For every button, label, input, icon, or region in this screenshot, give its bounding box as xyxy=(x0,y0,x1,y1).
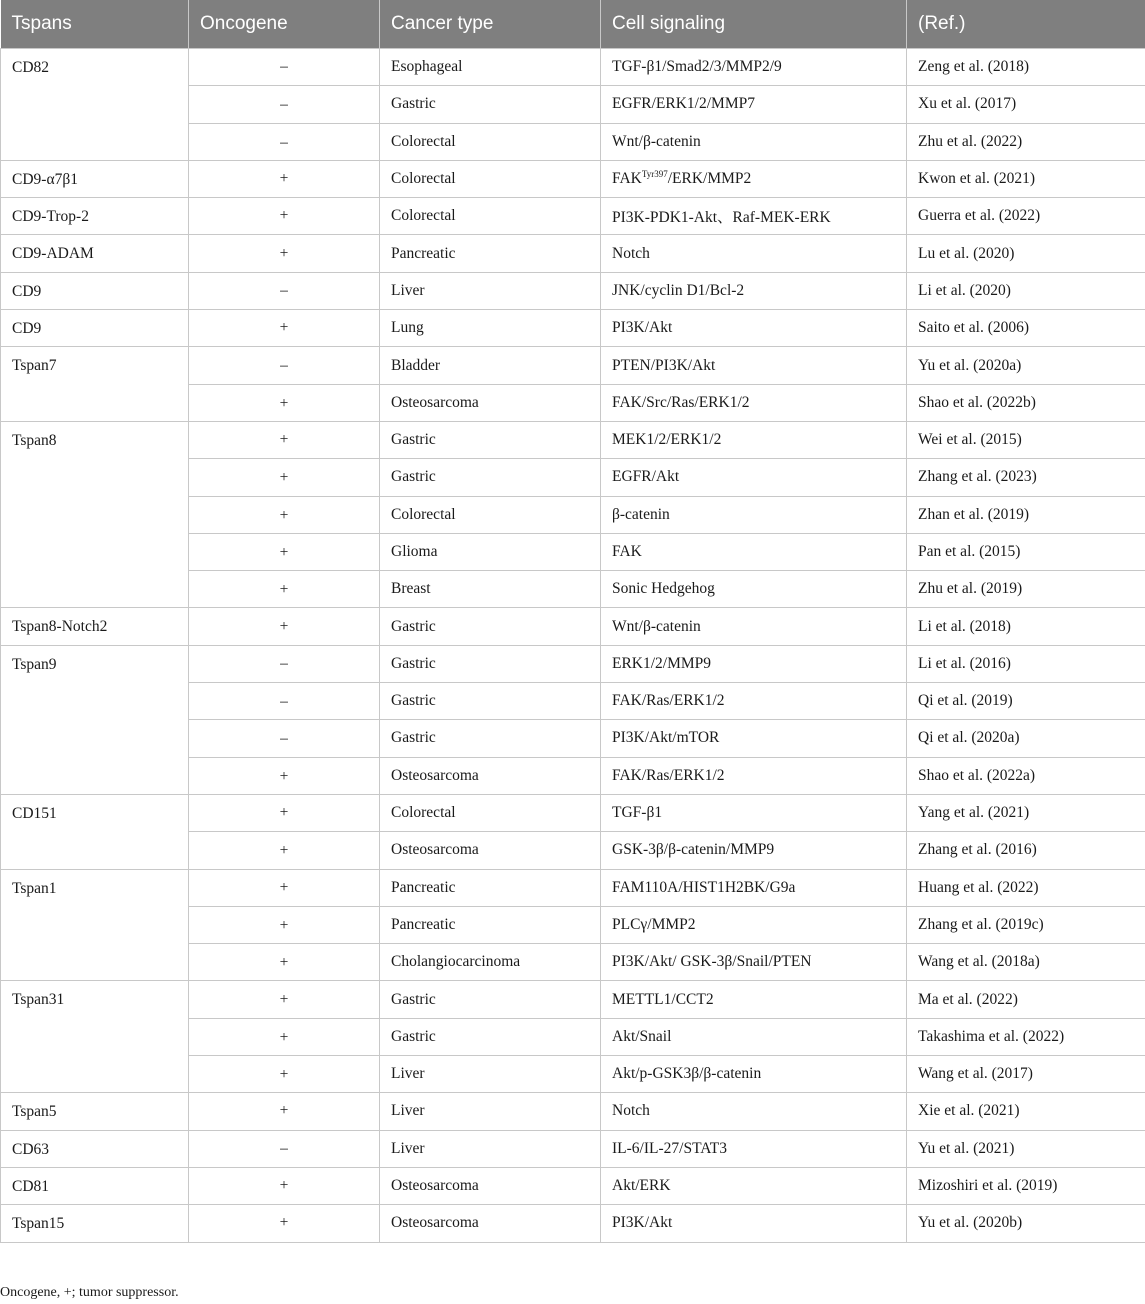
cell-oncogene: + xyxy=(189,384,380,421)
table-row xyxy=(1,1093,1145,1130)
header-cancer-type: Cancer type xyxy=(380,0,601,49)
cell-oncogene: + xyxy=(189,1167,380,1204)
cell-cancer-type: Gastric xyxy=(380,608,601,645)
cell-signaling: FAK xyxy=(601,533,907,570)
cell-tspan: CD151 xyxy=(1,794,189,869)
cell-oncogene: + xyxy=(189,906,380,943)
cell-oncogene: – xyxy=(189,123,380,160)
cell-signaling: Akt/ERK xyxy=(601,1167,907,1204)
cell-ref: Shao et al. (2022b) xyxy=(907,384,1145,421)
cell-tspan: Tspan15 xyxy=(1,1205,189,1242)
signaling-text-tail: /ERK/MMP2 xyxy=(667,170,752,188)
signaling-superscript: Tyr397 xyxy=(641,168,668,179)
cell-oncogene: + xyxy=(189,608,380,645)
cell-oncogene: – xyxy=(189,347,380,384)
cell-cancer-type: Gastric xyxy=(380,720,601,757)
cell-cancer-type: Pancreatic xyxy=(380,906,601,943)
cell-signaling: PI3K/Akt xyxy=(601,310,907,347)
cell-ref: Shao et al. (2022a) xyxy=(907,757,1145,794)
table-row xyxy=(1,421,1145,458)
cell-ref: Yang et al. (2021) xyxy=(907,794,1145,831)
cell-ref: Yu et al. (2021) xyxy=(907,1130,1145,1167)
table-row xyxy=(1,1205,1145,1242)
cell-cancer-type: Osteosarcoma xyxy=(380,757,601,794)
cell-signaling: Notch xyxy=(601,1093,907,1130)
table-row xyxy=(1,160,1145,197)
cell-oncogene: + xyxy=(189,869,380,906)
cell-ref: Li et al. (2016) xyxy=(907,645,1145,682)
cell-signaling: IL-6/IL-27/STAT3 xyxy=(601,1130,907,1167)
cell-signaling: PI3K/Akt/mTOR xyxy=(601,720,907,757)
cell-ref: Xu et al. (2017) xyxy=(907,86,1145,123)
cell-ref: Zhu et al. (2022) xyxy=(907,123,1145,160)
cell-ref: Takashima et al. (2022) xyxy=(907,1018,1145,1055)
cell-ref: Lu et al. (2020) xyxy=(907,235,1145,272)
cell-ref: Zhang et al. (2023) xyxy=(907,459,1145,496)
cell-cancer-type: Gastric xyxy=(380,683,601,720)
cell-signaling: Wnt/β-catenin xyxy=(601,608,907,645)
cell-oncogene: + xyxy=(189,1018,380,1055)
cell-tspan: CD81 xyxy=(1,1167,189,1204)
cell-oncogene: + xyxy=(189,310,380,347)
cell-signaling: PI3K/Akt xyxy=(601,1205,907,1242)
header-cell-signaling: Cell signaling xyxy=(601,0,907,49)
cell-ref: Xie et al. (2021) xyxy=(907,1093,1145,1130)
cell-ref: Li et al. (2020) xyxy=(907,272,1145,309)
cell-oncogene: + xyxy=(189,1093,380,1130)
cell-signaling: EGFR/ERK1/2/MMP7 xyxy=(601,86,907,123)
cell-tspan: Tspan8-Notch2 xyxy=(1,608,189,645)
cell-ref: Guerra et al. (2022) xyxy=(907,198,1145,235)
cell-oncogene: – xyxy=(189,1130,380,1167)
table-row xyxy=(1,347,1145,384)
cell-oncogene: – xyxy=(189,49,380,86)
cell-cancer-type: Gastric xyxy=(380,645,601,682)
cell-cancer-type: Colorectal xyxy=(380,794,601,831)
cell-ref: Yu et al. (2020b) xyxy=(907,1205,1145,1242)
cell-signaling: PLCγ/MMP2 xyxy=(601,906,907,943)
cell-ref: Kwon et al. (2021) xyxy=(907,160,1145,197)
cell-ref: Wang et al. (2017) xyxy=(907,1056,1145,1093)
table-header xyxy=(1,0,1145,49)
cell-signaling: JNK/cyclin D1/Bcl-2 xyxy=(601,272,907,309)
cell-cancer-type: Colorectal xyxy=(380,160,601,197)
cell-signaling: METTL1/CCT2 xyxy=(601,981,907,1018)
table-row xyxy=(1,272,1145,309)
cell-oncogene: – xyxy=(189,683,380,720)
cell-cancer-type: Glioma xyxy=(380,533,601,570)
cell-cancer-type: Osteosarcoma xyxy=(380,832,601,869)
cell-cancer-type: Osteosarcoma xyxy=(380,384,601,421)
cell-oncogene: – xyxy=(189,720,380,757)
header-tspans: Tspans xyxy=(1,0,189,49)
cell-ref: Ma et al. (2022) xyxy=(907,981,1145,1018)
cell-oncogene: – xyxy=(189,645,380,682)
cell-oncogene: + xyxy=(189,1056,380,1093)
cell-signaling: Akt/Snail xyxy=(601,1018,907,1055)
table-row xyxy=(1,235,1145,272)
cell-signaling: β-catenin xyxy=(601,496,907,533)
cell-signaling: FAM110A/HIST1H2BK/G9a xyxy=(601,869,907,906)
cell-ref: Saito et al. (2006) xyxy=(907,310,1145,347)
cell-signaling: Akt/p-GSK3β/β-catenin xyxy=(601,1056,907,1093)
cell-ref: Wang et al. (2018a) xyxy=(907,944,1145,981)
cell-signaling: FAK/Src/Ras/ERK1/2 xyxy=(601,384,907,421)
cell-tspan: Tspan9 xyxy=(1,645,189,794)
cell-tspan: Tspan31 xyxy=(1,981,189,1093)
cell-cancer-type: Liver xyxy=(380,1130,601,1167)
cell-signaling: FAK/Ras/ERK1/2 xyxy=(601,757,907,794)
cell-oncogene: + xyxy=(189,533,380,570)
table-body xyxy=(1,49,1145,1243)
cell-cancer-type: Gastric xyxy=(380,1018,601,1055)
table-row xyxy=(1,645,1145,682)
cell-signaling xyxy=(601,160,907,197)
cell-cancer-type: Breast xyxy=(380,571,601,608)
cell-ref: Qi et al. (2020a) xyxy=(907,720,1145,757)
cell-oncogene: + xyxy=(189,944,380,981)
cell-signaling: GSK-3β/β-catenin/MMP9 xyxy=(601,832,907,869)
header-ref: (Ref.) xyxy=(907,0,1145,49)
table-row xyxy=(1,1130,1145,1167)
cell-ref: Zhu et al. (2019) xyxy=(907,571,1145,608)
cell-signaling: Wnt/β-catenin xyxy=(601,123,907,160)
cell-tspan: Tspan8 xyxy=(1,421,189,607)
cell-tspan: Tspan1 xyxy=(1,869,189,981)
signaling-text: FAK xyxy=(612,170,642,188)
table-row xyxy=(1,981,1145,1018)
cell-cancer-type: Bladder xyxy=(380,347,601,384)
cell-tspan: Tspan5 xyxy=(1,1093,189,1130)
table-row xyxy=(1,869,1145,906)
table-row xyxy=(1,794,1145,831)
cell-oncogene: + xyxy=(189,235,380,272)
cell-ref: Yu et al. (2020a) xyxy=(907,347,1145,384)
cell-cancer-type: Lung xyxy=(380,310,601,347)
table-row xyxy=(1,1167,1145,1204)
cell-oncogene: + xyxy=(189,496,380,533)
cell-oncogene: – xyxy=(189,272,380,309)
cell-cancer-type: Liver xyxy=(380,1093,601,1130)
cell-cancer-type: Osteosarcoma xyxy=(380,1167,601,1204)
cell-signaling: MEK1/2/ERK1/2 xyxy=(601,421,907,458)
cell-cancer-type: Osteosarcoma xyxy=(380,1205,601,1242)
cell-oncogene: + xyxy=(189,198,380,235)
cell-signaling: ERK1/2/MMP9 xyxy=(601,645,907,682)
cell-cancer-type: Pancreatic xyxy=(380,869,601,906)
cell-tspan: CD82 xyxy=(1,49,189,161)
cell-cancer-type: Liver xyxy=(380,1056,601,1093)
cell-oncogene: + xyxy=(189,794,380,831)
table-row xyxy=(1,608,1145,645)
cell-cancer-type: Cholangiocarcinoma xyxy=(380,944,601,981)
table-row xyxy=(1,49,1145,86)
cell-tspan: Tspan7 xyxy=(1,347,189,422)
table-footnote: Oncogene, +; tumor suppressor. xyxy=(0,1285,179,1300)
cell-ref: Zhang et al. (2019c) xyxy=(907,906,1145,943)
cell-signaling: TGF-β1/Smad2/3/MMP2/9 xyxy=(601,49,907,86)
cell-oncogene: + xyxy=(189,1205,380,1242)
cell-oncogene: – xyxy=(189,86,380,123)
cell-ref: Mizoshiri et al. (2019) xyxy=(907,1167,1145,1204)
cell-oncogene: + xyxy=(189,160,380,197)
cell-tspan: CD63 xyxy=(1,1130,189,1167)
cell-ref: Zhan et al. (2019) xyxy=(907,496,1145,533)
cell-oncogene: + xyxy=(189,832,380,869)
cell-signaling: FAK/Ras/ERK1/2 xyxy=(601,683,907,720)
cell-tspan: CD9-ADAM xyxy=(1,235,189,272)
cell-oncogene: + xyxy=(189,421,380,458)
cell-signaling: PI3K/Akt/ GSK-3β/Snail/PTEN xyxy=(601,944,907,981)
cell-cancer-type: Gastric xyxy=(380,981,601,1018)
cell-oncogene: + xyxy=(189,571,380,608)
cell-signaling: TGF-β1 xyxy=(601,794,907,831)
cell-ref: Pan et al. (2015) xyxy=(907,533,1145,570)
cell-ref: Huang et al. (2022) xyxy=(907,869,1145,906)
cell-ref: Zeng et al. (2018) xyxy=(907,49,1145,86)
cell-cancer-type: Gastric xyxy=(380,421,601,458)
cell-signaling: PI3K-PDK1-Akt、Raf-MEK-ERK xyxy=(601,198,907,235)
cell-oncogene: + xyxy=(189,981,380,1018)
cell-ref: Wei et al. (2015) xyxy=(907,421,1145,458)
cell-cancer-type: Gastric xyxy=(380,86,601,123)
cell-cancer-type: Liver xyxy=(380,272,601,309)
cell-cancer-type: Gastric xyxy=(380,459,601,496)
cell-tspan: CD9-Trop-2 xyxy=(1,198,189,235)
table-row xyxy=(1,310,1145,347)
cell-tspan: CD9-α7β1 xyxy=(1,160,189,197)
table-row xyxy=(1,198,1145,235)
cell-cancer-type: Esophageal xyxy=(380,49,601,86)
cell-signaling: Sonic Hedgehog xyxy=(601,571,907,608)
cell-cancer-type: Colorectal xyxy=(380,496,601,533)
cell-ref: Qi et al. (2019) xyxy=(907,683,1145,720)
cell-tspan: CD9 xyxy=(1,272,189,309)
cell-ref: Li et al. (2018) xyxy=(907,608,1145,645)
header-oncogene: Oncogene xyxy=(189,0,380,49)
cell-oncogene: + xyxy=(189,459,380,496)
cell-signaling: PTEN/PI3K/Akt xyxy=(601,347,907,384)
cell-tspan: CD9 xyxy=(1,310,189,347)
cell-cancer-type: Colorectal xyxy=(380,198,601,235)
cell-ref: Zhang et al. (2016) xyxy=(907,832,1145,869)
cell-cancer-type: Pancreatic xyxy=(380,235,601,272)
cell-signaling: Notch xyxy=(601,235,907,272)
cell-oncogene: + xyxy=(189,757,380,794)
cell-cancer-type: Colorectal xyxy=(380,123,601,160)
cell-signaling: EGFR/Akt xyxy=(601,459,907,496)
